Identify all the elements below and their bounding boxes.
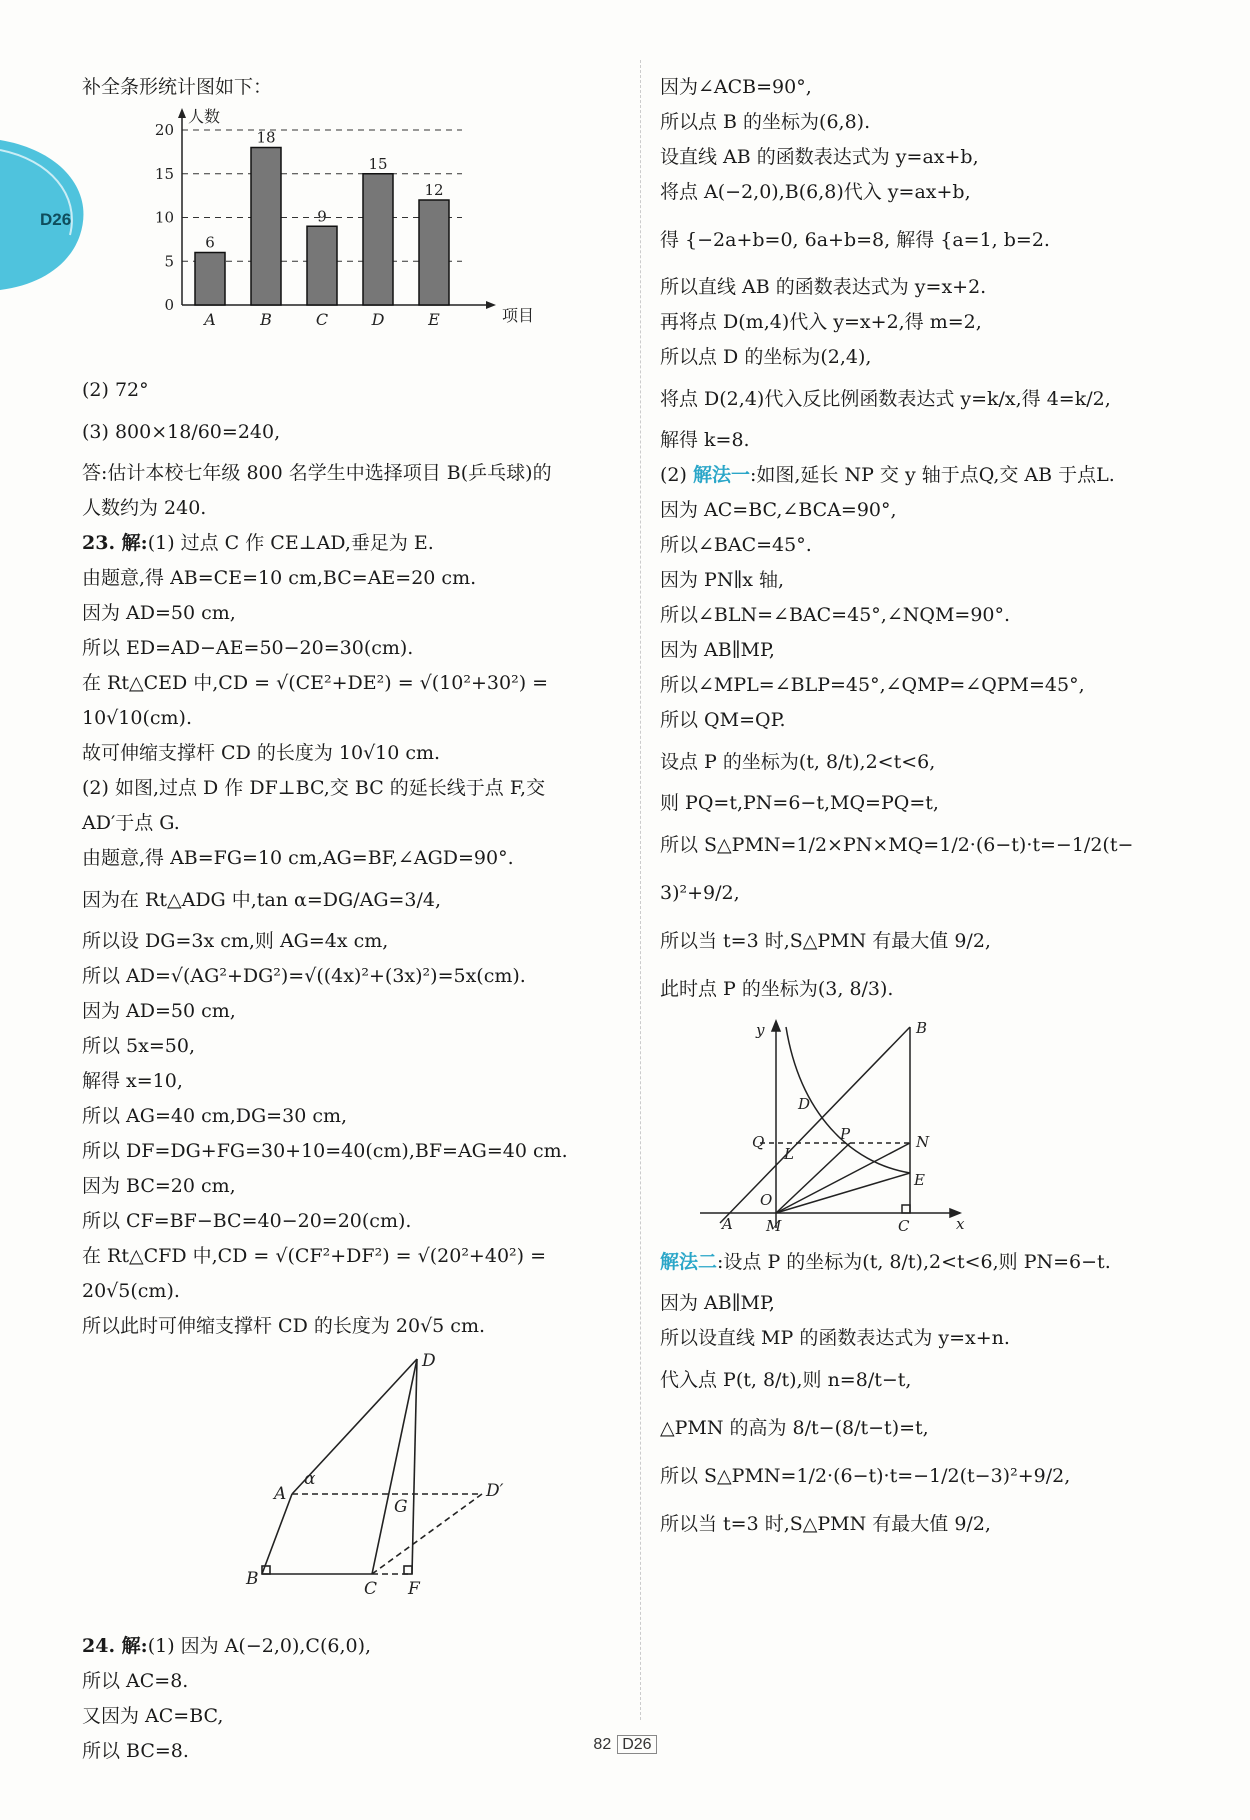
text-line: 解得 k=8. bbox=[660, 429, 750, 451]
text-line: 因为 BC=20 cm, bbox=[82, 1175, 236, 1197]
text-line: 所以 AD=√(AG²+DG²)=√((4x)²+(3x)²)=5x(cm). bbox=[82, 965, 526, 987]
coordinate-figure-svg bbox=[660, 1013, 1220, 1238]
label-B: B bbox=[246, 1569, 259, 1589]
y-axis-title: 人数 bbox=[188, 107, 221, 126]
text-line: 所以 S△PMN=1/2·(6−t)·t=−1/2(t−3)²+9/2, bbox=[660, 1465, 1071, 1487]
side-tab-label: D26 bbox=[40, 210, 72, 229]
page-code: D26 bbox=[617, 1735, 656, 1754]
text-line: 所以 AC=8. bbox=[82, 1670, 189, 1692]
text-line: 所以 QM=QP. bbox=[660, 709, 786, 731]
label-D: D bbox=[798, 1095, 811, 1113]
text-line: 因为 AD=50 cm, bbox=[82, 602, 236, 624]
label-x: x bbox=[956, 1215, 965, 1233]
bar-E bbox=[419, 200, 449, 305]
method-two-line bbox=[660, 1238, 1220, 1286]
x-tick-label: E bbox=[428, 310, 440, 329]
label-M: M bbox=[766, 1217, 782, 1235]
x-tick-label: D bbox=[371, 310, 385, 329]
text-line: (3) 800×18/60=240, bbox=[82, 421, 281, 443]
bar-B bbox=[251, 148, 281, 306]
y-axis-arrow bbox=[178, 108, 186, 118]
text-line: 所以 5x=50, bbox=[82, 1035, 195, 1057]
y-tick-label: 10 bbox=[154, 208, 174, 227]
x-axis-title: 项目 bbox=[502, 306, 535, 325]
label-P: P bbox=[840, 1125, 851, 1143]
text-line: 10√10(cm). bbox=[82, 707, 192, 729]
bar-chart bbox=[82, 105, 642, 373]
text-line: (2) 72° bbox=[82, 379, 149, 401]
text-line: 因为∠ACB=90°, bbox=[660, 76, 812, 98]
text-line: 所以 AG=40 cm,DG=30 cm, bbox=[82, 1105, 348, 1127]
x-tick-label: C bbox=[315, 310, 329, 329]
geometry-figure bbox=[82, 1344, 642, 1629]
geometry-figure-svg bbox=[82, 1344, 642, 1629]
text-line: 解得 x=10, bbox=[82, 1070, 183, 1092]
x-tick-label: A bbox=[204, 310, 216, 329]
text-line: 由题意,得 AB=FG=10 cm,AG=BF,∠AGD=90°. bbox=[82, 847, 514, 869]
label-alpha: α bbox=[304, 1469, 316, 1489]
x-tick-label: B bbox=[260, 310, 272, 329]
label-A: A bbox=[722, 1215, 733, 1233]
label-O: O bbox=[760, 1191, 773, 1209]
text-line: 20√5(cm). bbox=[82, 1280, 180, 1302]
label-F: F bbox=[408, 1579, 420, 1599]
data-label: 6 bbox=[205, 233, 215, 252]
label-C: C bbox=[898, 1217, 910, 1235]
question-number: 24. 解: bbox=[82, 1635, 148, 1657]
right-column bbox=[660, 70, 1220, 1548]
text-line: 所以点 D 的坐标为(2,4), bbox=[660, 346, 872, 368]
bar-D bbox=[363, 174, 393, 305]
label-B: B bbox=[916, 1019, 928, 1037]
text-span: :如图,延长 NP 交 y 轴于点Q,交 AB 于点L. bbox=[749, 464, 1115, 486]
text-line: 所以 ED=AD−AE=50−20=30(cm). bbox=[82, 637, 414, 659]
bar-chart-svg bbox=[82, 105, 642, 373]
text-line: 所以当 t=3 时,S△PMN 有最大值 9/2, bbox=[660, 930, 991, 952]
data-label: 15 bbox=[368, 154, 388, 173]
label-A: A bbox=[274, 1484, 287, 1504]
text-line: 因为 AB∥MP, bbox=[660, 1292, 775, 1314]
bar-C bbox=[307, 226, 337, 305]
data-label: 9 bbox=[317, 207, 327, 226]
y-tick-label: 15 bbox=[154, 164, 174, 183]
text-line: 所以 CF=BF−BC=40−20=20(cm). bbox=[82, 1210, 412, 1232]
text-line: 因为 PN∥x 轴, bbox=[660, 569, 785, 591]
label-G: G bbox=[394, 1497, 408, 1517]
y-tick-label: 5 bbox=[164, 252, 174, 271]
text-line: 则 PQ=t,PN=6−t,MQ=PQ=t, bbox=[660, 792, 939, 814]
text-line: 因为 AD=50 cm, bbox=[82, 1000, 236, 1022]
coordinate-figure bbox=[660, 1013, 1220, 1238]
data-label: 12 bbox=[424, 181, 444, 199]
text-line: AD′于点 G. bbox=[82, 812, 180, 834]
page-number: 82 bbox=[593, 1736, 612, 1753]
text-line: 所以∠BLN=∠BAC=45°,∠NQM=90°. bbox=[660, 604, 1011, 626]
text-line: 所以∠BAC=45°. bbox=[660, 534, 812, 556]
label-y: y bbox=[756, 1021, 765, 1039]
text-line: 所以 BC=8. bbox=[82, 1740, 189, 1762]
y-tick-label: 20 bbox=[154, 121, 174, 139]
text-line: 所以 DF=DG+FG=30+10=40(cm),BF=AG=40 cm. bbox=[82, 1140, 568, 1162]
text-line: 又因为 AC=BC, bbox=[82, 1705, 224, 1727]
text-line: 故可伸缩支撑杆 CD 的长度为 10√10 cm. bbox=[82, 742, 441, 764]
method-label: 解法一 bbox=[692, 464, 750, 486]
text-line: 在 Rt△CED 中,CD = √(CE²+DE²) = √(10²+30²) = bbox=[82, 672, 549, 694]
bar-A bbox=[195, 253, 225, 306]
text-line: 因为在 Rt△ADG 中,tan α=DG/AG=3/4, bbox=[82, 889, 442, 911]
text-line: 代入点 P(t, 8/t),则 n=8/t−t, bbox=[660, 1369, 912, 1391]
text-line: 设点 P 的坐标为(t, 8/t),2<t<6, bbox=[660, 751, 936, 773]
text-line: 设直线 AB 的函数表达式为 y=ax+b, bbox=[660, 146, 979, 168]
label-C: C bbox=[364, 1579, 378, 1599]
left-column bbox=[82, 70, 642, 1769]
question-23-line bbox=[82, 526, 642, 561]
text-line: 3)²+9/2, bbox=[660, 882, 740, 904]
text-line: △PMN 的高为 8/t−(8/t−t)=t, bbox=[660, 1417, 929, 1439]
text-line: 人数约为 240. bbox=[82, 497, 207, 519]
text-line: 所以∠MPL=∠BLP=45°,∠QMP=∠QPM=45°, bbox=[660, 674, 1085, 696]
text-span: :设点 P 的坐标为(t, 8/t),2<t<6,则 PN=6−t. bbox=[717, 1251, 1111, 1273]
text-line: 所以设 DG=3x cm,则 AG=4x cm, bbox=[82, 930, 389, 952]
label-N: N bbox=[916, 1133, 930, 1151]
text-line: 在 Rt△CFD 中,CD = √(CF²+DF²) = √(20²+40²) = bbox=[82, 1245, 547, 1267]
label-D: D bbox=[422, 1351, 436, 1371]
label-D-prime: D′ bbox=[486, 1481, 504, 1501]
y-tick-label: 0 bbox=[164, 296, 174, 314]
text-line: 得 {−2a+b=0, 6a+b=8, 解得 {a=1, b=2. bbox=[660, 229, 1050, 251]
method-one-line bbox=[660, 458, 1220, 493]
text-line: (2) 如图,过点 D 作 DF⊥BC,交 BC 的延长线于点 F,交 bbox=[82, 777, 546, 799]
question-24-line bbox=[82, 1629, 642, 1664]
label-Q: Q bbox=[752, 1133, 765, 1151]
text-line: 答:估计本校七年级 800 名学生中选择项目 B(乒乓球)的 bbox=[82, 462, 552, 484]
text-line: 所以当 t=3 时,S△PMN 有最大值 9/2, bbox=[660, 1513, 991, 1535]
text-span: (1) 因为 A(−2,0),C(6,0), bbox=[147, 1635, 372, 1657]
question-number: 23. 解: bbox=[82, 532, 148, 554]
label-L: L bbox=[784, 1145, 794, 1163]
text-line: 所以点 B 的坐标为(6,8). bbox=[660, 111, 871, 133]
text-line: 此时点 P 的坐标为(3, 8/3). bbox=[660, 978, 894, 1000]
text-line: 将点 D(2,4)代入反比例函数表达式 y=k/x,得 4=k/2, bbox=[660, 388, 1111, 410]
text-line: 所以直线 AB 的函数表达式为 y=x+2. bbox=[660, 276, 987, 298]
text-span: (2) bbox=[660, 464, 693, 486]
text-span: (1) 过点 C 作 CE⊥AD,垂足为 E. bbox=[147, 532, 434, 554]
text-line: 由题意,得 AB=CE=10 cm,BC=AE=20 cm. bbox=[82, 567, 477, 589]
text-line: 所以此时可伸缩支撑杆 CD 的长度为 20√5 cm. bbox=[82, 1315, 485, 1337]
x-axis-arrow bbox=[486, 301, 496, 309]
page-footer bbox=[0, 1736, 1250, 1754]
text-line: 因为 AC=BC,∠BCA=90°, bbox=[660, 499, 897, 521]
text-line: 所以 S△PMN=1/2×PN×MQ=1/2·(6−t)·t=−1/2(t− bbox=[660, 834, 1134, 856]
text-line: 将点 A(−2,0),B(6,8)代入 y=ax+b, bbox=[660, 181, 971, 203]
data-label: 18 bbox=[256, 128, 276, 147]
text-line: 补全条形统计图如下： bbox=[82, 76, 273, 98]
text-line: 因为 AB∥MP, bbox=[660, 639, 775, 661]
label-E: E bbox=[914, 1171, 925, 1189]
text-line: 所以设直线 MP 的函数表达式为 y=x+n. bbox=[660, 1327, 1010, 1349]
method-label: 解法二 bbox=[660, 1251, 718, 1273]
text-line: 再将点 D(m,4)代入 y=x+2,得 m=2, bbox=[660, 311, 982, 333]
